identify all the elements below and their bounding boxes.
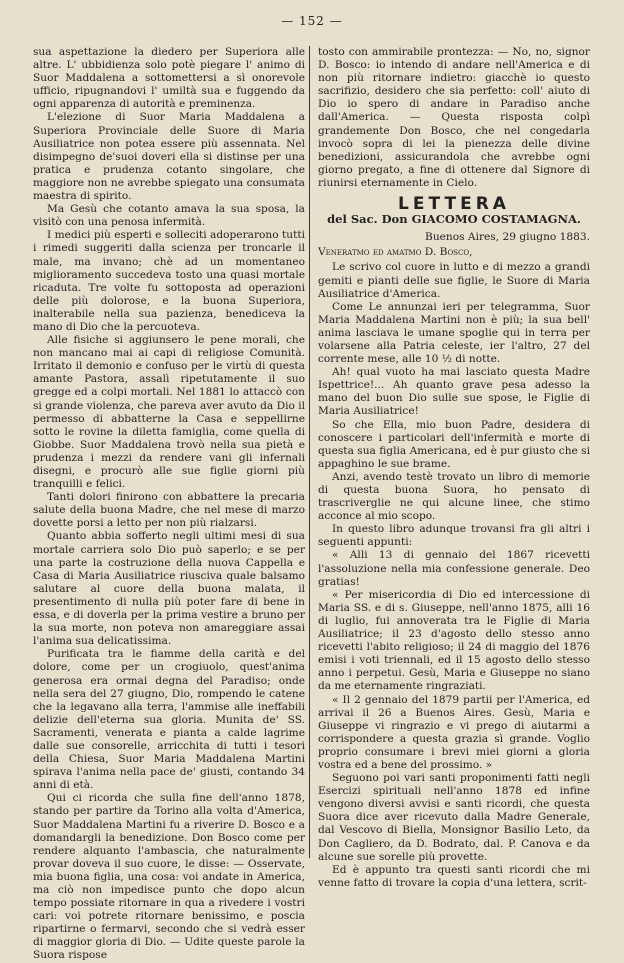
letter-author: del Sac. Don GIACOMO COSTAMAGNA. <box>327 212 581 227</box>
paragraph: I medici più esperti e solleciti adoperarono tutti i rimedi suggeriti dalla scienza per troncarle il male, ma invano; chè ad un momentaneo miglioramento succedeva tosto una quasi mortale ricaduta. Tre volte fu sottoposta ad operazioni delle più dolorose, e la buona Superiora, inalterabile nella sua pazienza, benediceva la mano di Dio che la percuoteva. <box>33 229 305 333</box>
letter-paragraph: Seguono poi vari santi proponimenti fatti negli Esercizi spirituali nell'anno 1878 ed infine vengono diversi avvisi e santi ricordi, che questa Suora dice aver ricevuto dalla Madre Generale, dal Vescovo di Biella, Monsignor Basilio Leto, da Don Cagliero, da D. Bodrato, dal. P. Canova e da alcune sue sorelle più provette. <box>318 772 590 863</box>
letter-title: LETTERA <box>398 194 510 215</box>
paragraph: Quanto abbia sofferto negli ultimi mesi di sua mortale carriera solo Dio può saperlo; e se per una parte la costruzione della nuova Cappella e Casa di Maria Ausiliatrice riusciva quale balsamo salutare al cuore della buona malata, il presentimento di nulla più poter fare di bene in essa, e di doverla per la prima vestire a bruno per la sua morte, non poteva non amareggiare assai l'anima sua delicatissima. <box>33 530 305 648</box>
paragraph: Alle fisiche si aggiunsero le pene morali, che non mancano mai ai capi di religiose Comunità. Irritato il demonio e confuso per le virtù di questa amante Pastora, assalì ripetutamente il suo gregge ed a colpi mortali. Nel 1881 lo attaccò con si grande violenza, che pareva aver avuto da Dio il permesso di abbatterne la Casa e seppellirne sotto le rovine la diletta famiglia, come quella di Giobbe. Suor Maddalena trovò nella sua pietà e prudenza i mezzi da rendere vani gli infernali disegni, e procurò alle sue figlie giorni più tranquilli e felici. <box>33 334 305 491</box>
left-column <box>33 46 305 963</box>
column-divider <box>309 46 310 858</box>
letter-paragraph: In questo libro adunque trovansi fra gli altri i seguenti appunti: <box>318 523 590 549</box>
letter-paragraph: « Alli 13 di gennaio del 1867 ricevetti l'assoluzione nella mia confessione generale. Deo gratias! <box>318 549 590 588</box>
paragraph: sua aspettazione la diedero per Superiora alle altre. L' ubbidienza solo potè piegare l' animo di Suor Maddalena a sottomettersi a sì onorevole ufficio, ripugnandovi l' umiltà sua e fuggendo da ogni apparenza di autorità e preminenza. <box>33 46 305 111</box>
letter-dateline: Buenos Aires, 29 giugno 1883. <box>425 231 590 244</box>
paragraph: Qui ci ricorda che sulla fine dell'anno 1878, stando per partire da Torino alla volta d'America, Suor Maddalena Martini fu a riverire D. Bosco e a domandargli la benedizione. Don Bosco come per rendere alquanto l'ambascia, che naturalmente provar doveva il suo cuore, le disse: — Osservate, mia buona figlia, una cosa: voi andate in America, ma ciò non impedisce punto che dopo alcun tempo possiate ritornare in qua a rivedere i vostri cari: voi potrete ritornare benissimo, e poscia ripartirne o fermarvi, secondo che si vedrà esser di maggior gloria di Dio. — Udite queste parole la Suora rispose <box>33 792 305 962</box>
letter-paragraph: Ed è appunto tra questi santi ricordi che mi venne fatto di trovare la copia d'una lettera, scrit- <box>318 863 590 889</box>
paragraph: Ma Gesù che cotanto amava la sua sposa, la visitò con una penosa infermità. <box>33 203 305 229</box>
letter-paragraph: Ah! qual vuoto ha mai lasciato questa Madre Ispettrice!... Ah quanto grave pesa adesso la mano del buon Dio sulle sue spose, le Figlie di Maria Ausiliatrice! <box>318 366 590 418</box>
right-column <box>318 46 590 890</box>
paragraph: tosto con ammirabile prontezza: — No, no, signor D. Bosco: io intendo di andare nell'America e di non più ritornare indietro: giacchè io questo sacrifizio, desidero che sia perfetto: coll' aiuto di Dio io spero di andare in Paradiso anche dall'America. — Questa risposta colpì grandemente Don Bosco, che nel congedarla invocò sopra di lei la pienezza delle divine benedizioni, assicurandola che avrebbe ogni giorno pregato, a fine di ottenere dal Signore di riunirsi eternamente in Cielo. <box>318 46 590 189</box>
page-number: — 152 — <box>281 14 343 28</box>
paragraph: Purificata tra le fiamme della carità e del dolore, come per un crogiuolo, quest'anima generosa era ormai degna del Paradiso; onde nella sera del 27 giugno, Dio, rompendo le catene che la legavano alla terra, l'ammise alle ineffabili delizie dell'eterna sua gloria. Munita de' SS. Sacramenti, venerata e pianta a calde lagrime dalle sue consorelle, arricchita di tutti i tesori della Chiesa, Suor Maria Maddalena Martini spirava l'anima nella pace de' giusti, contando 34 anni di età. <box>33 648 305 792</box>
letter-paragraph: Anzi, avendo testè trovato un libro di memorie di questa buona Suora, ho pensato di trascriverglie ne qui alcune linee, che stimo acconce al mio scopo. <box>318 470 590 523</box>
letter-paragraph: Le scrivo col cuore in lutto e di mezzo a grandi gemiti e pianti delle sue figlie, le Suore di Maria Ausiliatrice d'America. <box>318 261 590 300</box>
letter-paragraph: So che Ella, mio buon Padre, desidera di conoscere i particolari dell'infermità e morte di questa sua figlia Americana, ed è pur giusto che si appaghino le sue brame. <box>318 418 590 470</box>
paragraph: L'elezione di Suor Maria Maddalena a Superiora Provinciale delle Suore di Maria Ausiliatrice non potea essere più assennata. Nel disimpegno de'suoi doveri ella si distinse per una pratica e prudenza cotanto singolare, che maggiore non ne avrebbe spiegato una consumata maestra di spirito. <box>33 111 305 203</box>
letter-salutation: Veneratmo ed amatmo D. Bosco, <box>318 246 473 259</box>
letter-paragraph: Come Le annunzai ieri per telegramma, Suor Maria Maddalena Martini non è più; la sua bell' anima lasciava le umane spoglie qui in terra per volarsene alla Patria celeste, ier l'altro, 27 del corrente mese, alle 10 ½ di notte. <box>318 300 590 366</box>
paragraph: Tanti dolori finirono con abbattere la precaria salute della buona Madre, che nel mese di marzo dovette porsi a letto per non più rialzarsi. <box>33 491 305 530</box>
letter-paragraph: « Per misericordia di Dio ed intercessione di Maria SS. e di s. Giuseppe, nell'anno 1875, alli 16 di luglio, fui annoverata tra le Figlie di Maria Ausiliatrice; il 23 d'agosto dello stesso anno ricevetti l'abito religioso; il 24 di maggio del 1876 emisi i voti triennali, ed il 15 agosto dello stesso anno i perpetui. Gesù, Maria e Giuseppe no siano da me eternamente ringraziati. <box>318 588 590 693</box>
letter-paragraph: « Il 2 gennaio del 1879 partii per l'America, ed arrivai il 26 a Buenos Aires. Gesù, Maria e Giuseppe vi ringrazio e vi prego di aiutarmi a corrispondere a questa grazia sì grande. Voglio proprio consumare i brevi miei giorni a gloria vostra ed a bene del prossimo. » <box>318 693 590 771</box>
